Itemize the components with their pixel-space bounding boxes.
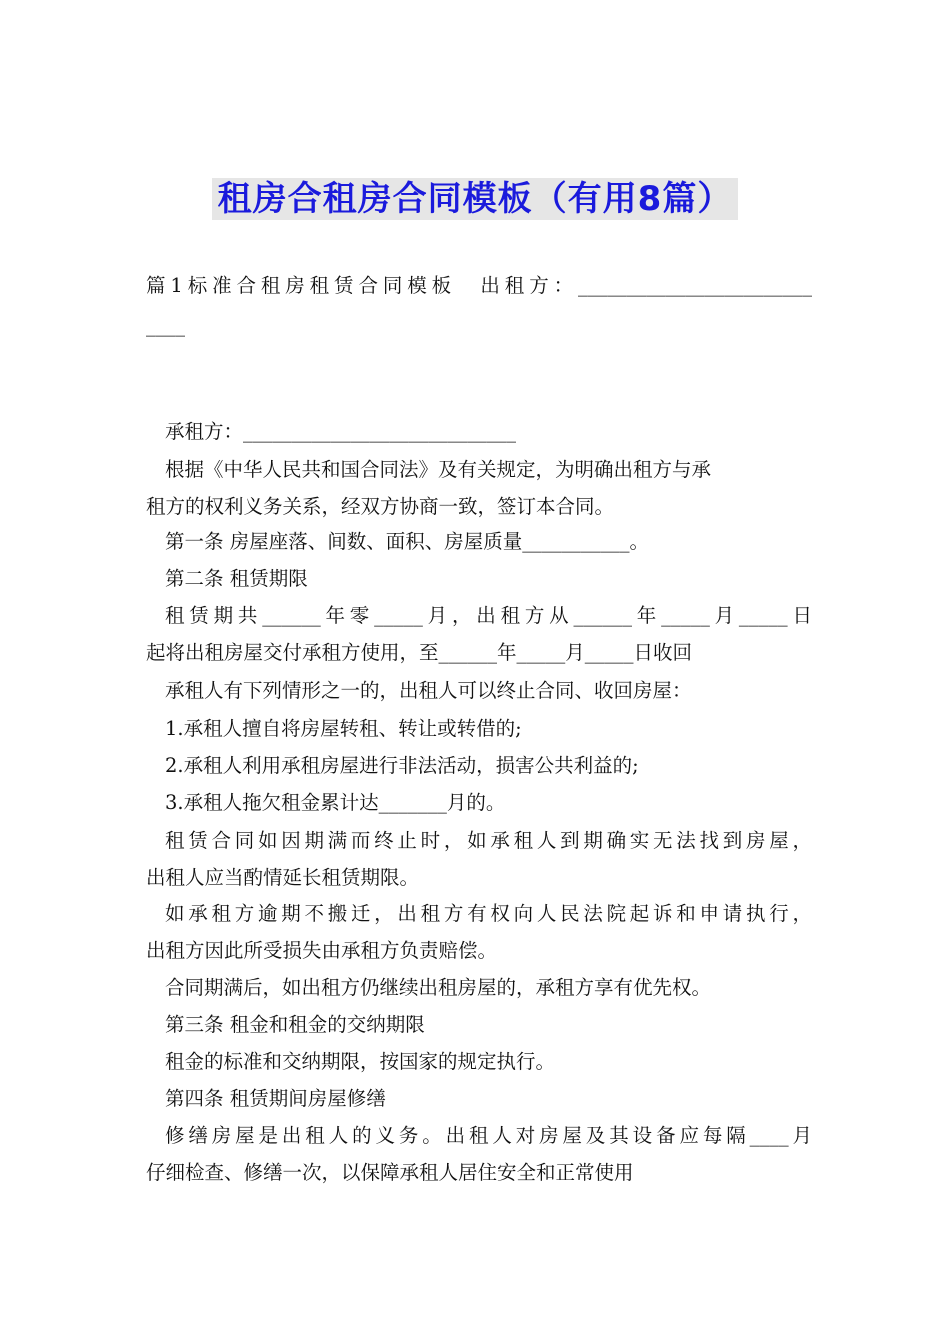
list-item: 2.承租人利用承租房屋进行非法活动，损害公共利益的; xyxy=(165,754,639,777)
document-title: 租房合租房合同模板（有用8篇） xyxy=(212,178,739,220)
paragraph-line: 租赁合同如因期满而终止时，如承租人到期确实无法找到房屋， xyxy=(165,829,812,852)
paragraph-line: 承租方：____________________________ xyxy=(165,420,517,443)
paragraph-line: 租方的权利义务关系，经双方协商一致，签订本合同。 xyxy=(146,495,615,518)
paragraph-line: 出租方因此所受损失由承租方负责赔偿。 xyxy=(146,939,498,962)
section-heading: 第三条 租金和租金的交纳期限 xyxy=(165,1013,425,1036)
section-heading: 第四条 租赁期间房屋修缮 xyxy=(165,1087,386,1110)
paragraph-line: 起将出租房屋交付承租方使用，至______年_____月_____日收回 xyxy=(146,641,693,664)
title-container xyxy=(0,178,950,220)
paragraph-line: 修缮房屋是出租人的义务。出租人对房屋及其设备应每隔____月 xyxy=(165,1124,812,1147)
paragraph-line: 篇1标准合租房租赁合同模板 出租方：________________________ xyxy=(146,274,812,297)
paragraph-line: 承租人有下列情形之一的，出租人可以终止合同、收回房屋： xyxy=(165,679,692,702)
list-item: 3.承租人拖欠租金累计达_______月的。 xyxy=(165,791,506,814)
paragraph-line: 第二条 租赁期限 xyxy=(165,567,308,590)
paragraph-line: 租金的标准和交纳期限，按国家的规定执行。 xyxy=(165,1050,556,1073)
paragraph-line: 根据《中华人民共和国合同法》及有关规定，为明确出租方与承 xyxy=(165,458,712,481)
paragraph-line: 租赁期共______年零_____月，出租方从______年_____月_____日 xyxy=(165,604,812,627)
paragraph-line: ____ xyxy=(146,314,185,337)
paragraph-line: 仔细检查、修缮一次，以保障承租人居住安全和正常使用 xyxy=(146,1161,634,1184)
paragraph-line: 合同期满后，如出租方仍继续出租房屋的，承租方享有优先权。 xyxy=(165,976,712,999)
paragraph-line: 如承租方逾期不搬迁，出租方有权向人民法院起诉和申请执行， xyxy=(165,902,812,925)
paragraph-line: 出租人应当酌情延长租赁期限。 xyxy=(146,866,420,889)
paragraph-line: 第一条 房屋座落、间数、面积、房屋质量___________。 xyxy=(165,530,649,553)
list-item: 1.承租人擅自将房屋转租、转让或转借的; xyxy=(165,717,522,740)
